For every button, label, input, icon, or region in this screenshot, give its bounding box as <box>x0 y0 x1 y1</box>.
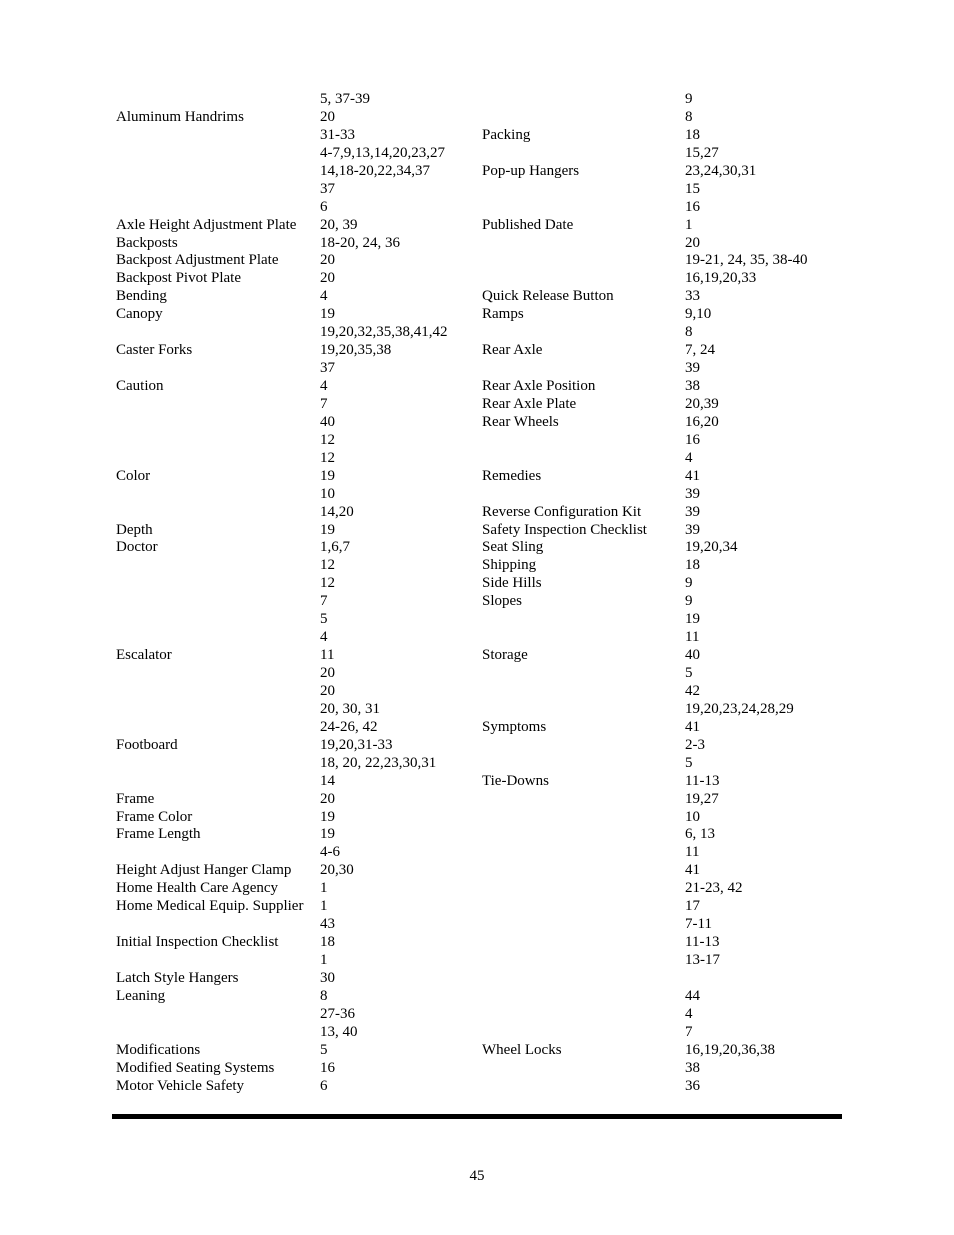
page-refs-right: 19,20,23,24,28,29 <box>685 700 794 717</box>
index-row <box>116 934 835 952</box>
index-row <box>116 378 835 396</box>
index-row <box>116 522 835 540</box>
page-refs-right: 44 <box>685 987 700 1004</box>
index-term-left: Home Medical Equip. Supplier <box>116 898 304 915</box>
index-row <box>116 683 835 701</box>
index-row <box>116 486 835 504</box>
index-term-left <box>116 450 320 468</box>
page-refs-left: 14 <box>320 772 335 789</box>
index-term-right <box>482 360 685 378</box>
index-term-left <box>116 91 320 109</box>
index-term-right: Seat Sling <box>482 539 544 556</box>
index-term-right <box>482 145 685 163</box>
page-refs-right: 39 <box>685 360 700 377</box>
page-refs-right: 39 <box>685 503 700 520</box>
page-refs-right: 36 <box>685 1077 700 1094</box>
index-row <box>116 593 835 611</box>
index-term-right: Packing <box>482 126 531 143</box>
page-refs-right: 23,24,30,31 <box>685 162 757 179</box>
index-term-left: Backpost Adjustment Plate <box>116 252 279 269</box>
index-row <box>116 557 835 575</box>
index-term-left <box>116 181 320 199</box>
index-term-right: Symptoms <box>482 718 547 735</box>
index-row <box>116 826 835 844</box>
page-refs-left: 12 <box>320 449 335 466</box>
page-refs-right: 9 <box>685 593 693 610</box>
page-refs-left: 31-33 <box>320 126 355 143</box>
index-term-right <box>482 181 685 199</box>
page-refs-left: 27-36 <box>320 1005 355 1022</box>
index-term-right <box>482 629 685 647</box>
index-term-right: Side Hills <box>482 575 542 592</box>
index-term-left: Motor Vehicle Safety <box>116 1077 245 1094</box>
page-refs-right: 5 <box>685 754 693 771</box>
page-refs-right: 8 <box>685 108 693 125</box>
page-refs-right: 7, 24 <box>685 342 715 359</box>
index-row <box>116 145 835 163</box>
index-term-right: Shipping <box>482 557 537 574</box>
index-term-left <box>116 593 320 611</box>
index-term-right <box>482 791 685 809</box>
index-term-left: Canopy <box>116 306 163 323</box>
page-refs-left: 1 <box>320 952 328 968</box>
index-term-right: Rear Wheels <box>482 413 559 430</box>
page-refs-right: 40 <box>685 647 700 664</box>
index-table <box>116 91 835 1096</box>
index-term-right <box>482 91 685 109</box>
index-row <box>116 755 835 773</box>
index-term-right: Tie-Downs <box>482 772 549 789</box>
index-row <box>116 181 835 199</box>
index-term-right <box>482 450 685 468</box>
index-term-left <box>116 486 320 504</box>
page-refs-right: 15,27 <box>685 144 719 161</box>
page-refs-right: 41 <box>685 467 700 484</box>
page-refs-left: 20 <box>320 270 335 287</box>
index-term-left <box>116 611 320 629</box>
index-term-right: Remedies <box>482 467 542 484</box>
page-refs-left: 20, 30, 31 <box>320 700 380 717</box>
index-row <box>116 199 835 217</box>
index-term-right: Rear Axle Position <box>482 378 596 394</box>
index-row <box>116 342 835 360</box>
page-refs-left: 5, 37-39 <box>320 91 370 107</box>
index-term-left <box>116 683 320 701</box>
index-term-left: Modified Seating Systems <box>116 1059 275 1076</box>
index-term-right <box>482 826 685 844</box>
page-refs-left: 20,30 <box>320 862 354 879</box>
page-refs-right: 2-3 <box>685 736 705 753</box>
index-term-left: Frame Length <box>116 826 201 843</box>
index-row <box>116 306 835 324</box>
index-term-left <box>116 665 320 683</box>
index-term-left <box>116 127 320 145</box>
page-refs-left: 14,18-20,22,34,37 <box>320 162 430 179</box>
index-row <box>116 1042 835 1060</box>
index-term-right: Reverse Configuration Kit <box>482 503 642 520</box>
page-refs-right: 41 <box>685 718 700 735</box>
page-refs-left: 8 <box>320 987 328 1004</box>
page-refs-left: 12 <box>320 575 335 592</box>
page-refs-left: 7 <box>320 593 328 610</box>
page-refs-left: 43 <box>320 916 335 933</box>
page-refs-left: 1,6,7 <box>320 539 350 556</box>
index-term-left <box>116 557 320 575</box>
index-term-left <box>116 844 320 862</box>
page-refs-left: 4 <box>320 378 328 394</box>
page-refs-right: 39 <box>685 485 700 502</box>
page-refs-left: 20 <box>320 790 335 807</box>
index-term-left <box>116 360 320 378</box>
index-row <box>116 127 835 145</box>
index-term-right: Rear Axle Plate <box>482 395 577 412</box>
index-term-left: Caution <box>116 378 164 394</box>
index-term-right: Storage <box>482 647 528 664</box>
page-refs-left: 20 <box>320 252 335 269</box>
index-term-right <box>482 199 685 217</box>
index-term-right: Published Date <box>482 216 574 233</box>
index-row <box>116 791 835 809</box>
index-term-left <box>116 1024 320 1042</box>
index-term-right <box>482 683 685 701</box>
index-term-right <box>482 109 685 127</box>
index-term-right: Ramps <box>482 306 524 323</box>
index-term-left: Doctor <box>116 539 158 556</box>
page-refs-left: 4 <box>320 288 328 305</box>
page-refs-left: 1 <box>320 880 328 897</box>
index-body <box>116 91 835 1096</box>
index-term-right <box>482 737 685 755</box>
index-term-right: Wheel Locks <box>482 1041 562 1058</box>
index-row <box>116 809 835 827</box>
page-refs-right: 38 <box>685 378 700 394</box>
page-refs-right: 13-17 <box>685 952 720 968</box>
index-term-left: Backposts <box>116 234 178 251</box>
index-term-left: Modifications <box>116 1041 201 1058</box>
page-refs-right: 9,10 <box>685 306 712 323</box>
index-row <box>116 844 835 862</box>
page-number: 45 <box>469 1168 485 1184</box>
page-refs-left: 1 <box>320 898 328 915</box>
index-term-left <box>116 163 320 181</box>
index-term-left <box>116 701 320 719</box>
index-term-left <box>116 199 320 217</box>
page-refs-right: 8 <box>685 324 693 341</box>
index-term-right <box>482 1060 685 1078</box>
page-refs-right: 11-13 <box>685 772 720 789</box>
index-term-right <box>482 809 685 827</box>
page-refs-left: 19 <box>320 826 335 843</box>
page-refs-right: 16,20 <box>685 413 719 430</box>
page-refs-left: 16 <box>320 1059 335 1076</box>
page-refs-right: 11 <box>685 844 700 861</box>
page-refs-left: 12 <box>320 557 335 574</box>
index-term-left: Axle Height Adjustment Plate <box>116 216 297 233</box>
index-row <box>116 163 835 181</box>
index-term-left <box>116 952 320 970</box>
index-term-left: Height Adjust Hanger Clamp <box>116 862 292 879</box>
index-row <box>116 1078 835 1096</box>
index-term-right <box>482 1024 685 1042</box>
page-refs-left: 20, 39 <box>320 216 358 233</box>
index-term-left: Home Health Care Agency <box>116 880 279 897</box>
index-term-left: Bending <box>116 288 167 305</box>
page-refs-left: 10 <box>320 485 335 502</box>
page-refs-left: 18-20, 24, 36 <box>320 234 400 251</box>
page-refs-left: 24-26, 42 <box>320 718 378 735</box>
page-refs-left: 4-6 <box>320 844 340 861</box>
page-refs-right: 19-21, 24, 35, 38-40 <box>685 252 808 269</box>
page-refs-left: 11 <box>320 647 335 664</box>
page-refs-right: 42 <box>685 682 700 699</box>
page-refs-left: 20 <box>320 682 335 699</box>
index-term-right <box>482 862 685 880</box>
index-term-left <box>116 755 320 773</box>
page-refs-left: 19,20,32,35,38,41,42 <box>320 324 448 341</box>
page-refs-right: 7-11 <box>685 916 712 933</box>
index-row <box>116 575 835 593</box>
page-refs-right: 41 <box>685 862 700 879</box>
index-row <box>116 91 835 109</box>
index-term-right <box>482 252 685 270</box>
page-refs-right: 38 <box>685 1059 700 1076</box>
index-row <box>116 898 835 916</box>
index-term-right <box>482 898 685 916</box>
index-term-right <box>482 988 685 1006</box>
index-term-right: Pop-up Hangers <box>482 162 580 179</box>
page-refs-right: 19,27 <box>685 790 719 807</box>
index-row <box>116 324 835 342</box>
index-term-left <box>116 773 320 791</box>
page-refs-right: 20 <box>685 234 700 251</box>
page-refs-right: 16 <box>685 431 700 448</box>
page-refs-right: 17 <box>685 898 700 915</box>
page-refs-left: 19,20,31-33 <box>320 736 393 753</box>
index-row <box>116 396 835 414</box>
page-refs-left: 6 <box>320 1077 328 1094</box>
index-row <box>116 235 835 253</box>
page-refs-right: 16,19,20,33 <box>685 270 757 287</box>
index-term-right <box>482 970 685 988</box>
index-row <box>116 504 835 522</box>
index-term-left: Latch Style Hangers <box>116 969 239 986</box>
index-row <box>116 360 835 378</box>
index-row <box>116 450 835 468</box>
page-refs-right: 16 <box>685 198 700 215</box>
index-term-right <box>482 270 685 288</box>
index-term-left: Escalator <box>116 647 172 664</box>
index-term-left <box>116 719 320 737</box>
page-refs-left: 5 <box>320 611 328 628</box>
index-term-right <box>482 611 685 629</box>
index-term-left: Footboard <box>116 736 178 753</box>
index-term-right <box>482 432 685 450</box>
index-term-left: Initial Inspection Checklist <box>116 934 279 951</box>
page-refs-left: 7 <box>320 395 328 412</box>
page-refs-left: 14,20 <box>320 503 354 520</box>
index-term-left <box>116 145 320 163</box>
index-term-right <box>482 324 685 342</box>
page-refs-left: 4-7,9,13,14,20,23,27 <box>320 144 445 161</box>
index-row <box>116 988 835 1006</box>
index-term-right <box>482 665 685 683</box>
index-term-left: Depth <box>116 521 153 538</box>
index-term-right <box>482 916 685 934</box>
index-row <box>116 701 835 719</box>
index-term-right <box>482 235 685 253</box>
index-term-left: Aluminum Handrims <box>116 108 244 125</box>
index-term-left <box>116 324 320 342</box>
page-refs-left: 19 <box>320 521 335 538</box>
index-row <box>116 970 835 988</box>
page-refs-left: 20 <box>320 108 335 125</box>
index-term-left <box>116 432 320 450</box>
index-term-left: Color <box>116 467 151 484</box>
page-refs-right: 6, 13 <box>685 826 715 843</box>
index-term-right <box>482 701 685 719</box>
page-refs-left: 18 <box>320 934 335 951</box>
index-row <box>116 916 835 934</box>
index-row <box>116 432 835 450</box>
index-term-right: Slopes <box>482 593 523 610</box>
index-term-left: Frame <box>116 790 155 807</box>
index-row <box>116 1006 835 1024</box>
page-refs-right: 9 <box>685 91 693 107</box>
index-term-right <box>482 1078 685 1096</box>
index-row <box>116 773 835 791</box>
index-row <box>116 539 835 557</box>
page-refs-right: 1 <box>685 216 693 233</box>
index-row <box>116 252 835 270</box>
page-refs-right: 21-23, 42 <box>685 880 743 897</box>
page-refs-right: 20,39 <box>685 395 719 412</box>
page-refs-right: 10 <box>685 808 700 825</box>
page-refs-left: 19,20,35,38 <box>320 342 392 359</box>
index-term-right <box>482 880 685 898</box>
index-term-right <box>482 934 685 952</box>
index-row <box>116 1060 835 1078</box>
index-row <box>116 719 835 737</box>
index-row <box>116 414 835 432</box>
index-row <box>116 288 835 306</box>
page-refs-right: 7 <box>685 1023 693 1040</box>
page-refs-left: 19 <box>320 306 335 323</box>
index-term-right <box>482 755 685 773</box>
index-row <box>116 217 835 235</box>
index-term-left <box>116 629 320 647</box>
index-term-left <box>116 396 320 414</box>
page-refs-right: 4 <box>685 449 693 466</box>
index-term-left <box>116 414 320 432</box>
index-term-right <box>482 486 685 504</box>
index-row <box>116 270 835 288</box>
page-refs-right <box>685 970 835 988</box>
page-refs-right: 18 <box>685 557 700 574</box>
page-refs-left: 5 <box>320 1041 328 1058</box>
index-term-left: Leaning <box>116 987 166 1004</box>
page-refs-left: 40 <box>320 413 335 430</box>
index-row <box>116 629 835 647</box>
page-refs-right: 33 <box>685 288 700 305</box>
index-row <box>116 468 835 486</box>
page-refs-right: 19 <box>685 611 700 628</box>
page-refs-right: 19,20,34 <box>685 539 738 556</box>
index-term-right: Rear Axle <box>482 342 543 359</box>
page-refs-left: 12 <box>320 431 335 448</box>
index-row <box>116 952 835 970</box>
index-term-left: Caster Forks <box>116 342 193 359</box>
page-refs-left: 4 <box>320 629 328 646</box>
page-refs-left: 30 <box>320 969 335 986</box>
page-refs-left: 20 <box>320 665 335 681</box>
page-refs-right: 9 <box>685 575 693 592</box>
index-row <box>116 665 835 683</box>
horizontal-rule <box>112 1114 842 1119</box>
page-refs-right: 5 <box>685 665 693 681</box>
page-refs-right: 11-13 <box>685 934 720 951</box>
index-term-left <box>116 504 320 522</box>
index-row <box>116 611 835 629</box>
index-term-left: Backpost Pivot Plate <box>116 270 241 287</box>
page-refs-right: 16,19,20,36,38 <box>685 1041 775 1058</box>
page-refs-left: 19 <box>320 467 335 484</box>
index-row <box>116 880 835 898</box>
page-refs-right: 15 <box>685 180 700 197</box>
page-refs-right: 18 <box>685 126 700 143</box>
index-term-right <box>482 952 685 970</box>
page-refs-left: 13, 40 <box>320 1023 358 1040</box>
index-term-right <box>482 844 685 862</box>
index-row <box>116 737 835 755</box>
index-row <box>116 109 835 127</box>
page-refs-left: 18, 20, 22,23,30,31 <box>320 754 437 771</box>
page-refs-left: 37 <box>320 180 335 197</box>
index-term-right: Quick Release Button <box>482 288 614 305</box>
page-refs-right: 4 <box>685 1005 693 1022</box>
index-row <box>116 647 835 665</box>
page-refs-left: 37 <box>320 360 335 377</box>
index-term-left <box>116 1006 320 1024</box>
index-term-left: Frame Color <box>116 808 193 825</box>
index-term-left <box>116 916 320 934</box>
index-term-right <box>482 1006 685 1024</box>
page-refs-left: 6 <box>320 198 328 215</box>
page-refs-left: 19 <box>320 808 335 825</box>
page-refs-right: 11 <box>685 629 700 646</box>
index-term-left <box>116 575 320 593</box>
index-term-right: Safety Inspection Checklist <box>482 521 647 538</box>
page-refs-right: 39 <box>685 521 700 538</box>
index-row <box>116 1024 835 1042</box>
index-row <box>116 862 835 880</box>
